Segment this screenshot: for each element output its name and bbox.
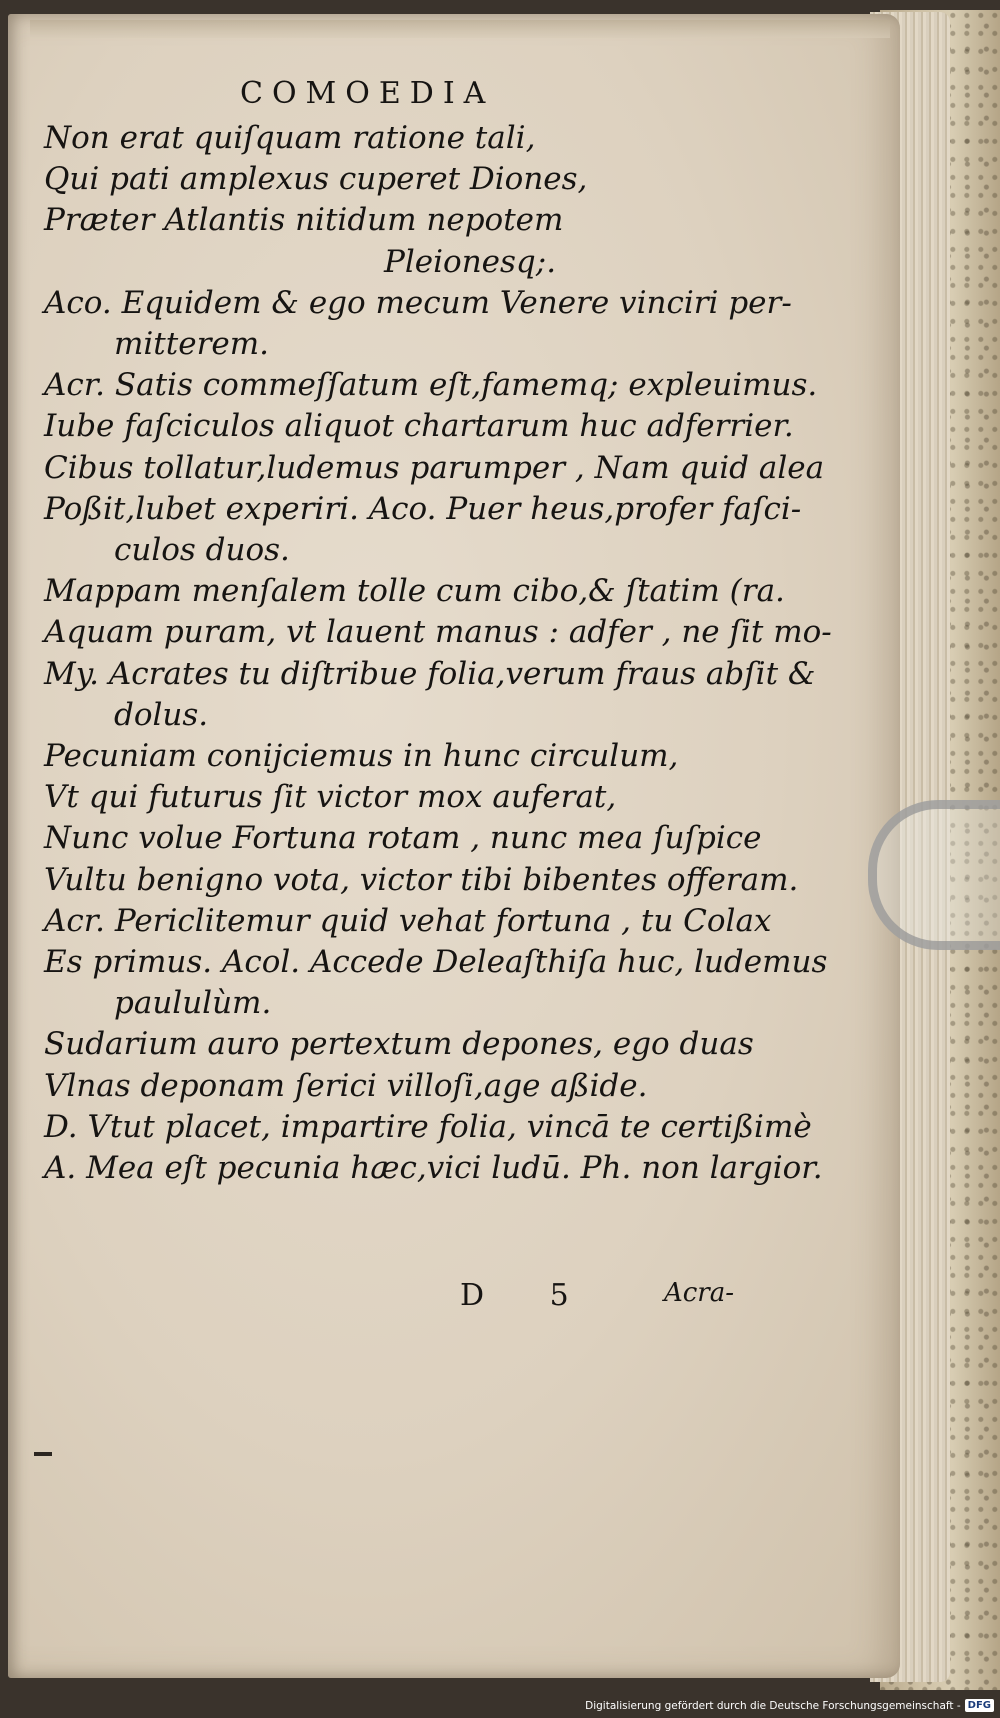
text-line: Es primus. Acol. Accede Deleaſthiſa huc, ludemus xyxy=(44,944,828,981)
text-line: Poßit,lubet experiri. Aco. Puer heus,profer faſci- xyxy=(44,490,802,527)
text-line: Vt qui futurus ſit victor mox auferat, xyxy=(44,779,617,816)
text-line: Pleionesq;. xyxy=(384,243,557,280)
page-top-edge xyxy=(30,20,890,38)
text-line: Mappam menſalem tolle cum cibo,& ſtatim (ra. xyxy=(44,573,785,610)
text-line: Præter Atlantis nitidum nepotem xyxy=(44,202,564,239)
text-line: Nunc volue Fortuna rotam , nunc mea ſuſpice xyxy=(44,820,762,857)
page-footer xyxy=(460,1278,740,1313)
running-head: COMOEDIA xyxy=(240,76,495,111)
text-line: Acr. Satis commeſſatum eſt,famemq; expleuimus. xyxy=(44,367,818,404)
text-line: Non erat quiſquam ratione tali, xyxy=(44,120,536,156)
text-line: Acr. Periclitemur quid vehat fortuna , tu Colax xyxy=(44,902,772,939)
text-line: Pecuniam conijciemus in hunc circulum, xyxy=(44,738,679,775)
text-line: Vultu benigno vota, victor tibi bibentes offeram. xyxy=(44,861,799,898)
text-line: mitterem. xyxy=(114,326,269,363)
text-line: Aquam puram, vt lauent manus : adfer , ne ſit mo- xyxy=(44,614,832,651)
dfg-logo: DFG xyxy=(965,1699,994,1712)
text-line: Aco. Equidem & ego mecum Venere vinciri per- xyxy=(44,284,792,321)
text-line: My. Acrates tu diſtribue folia,verum fraus abſit & xyxy=(44,655,816,692)
signature-mark: D 5 xyxy=(460,1278,597,1313)
page-clip xyxy=(868,800,1000,950)
catchword: Acra- xyxy=(663,1278,734,1308)
text-line: culos duos. xyxy=(114,532,290,569)
margin-mark xyxy=(34,1452,52,1456)
verse-text xyxy=(44,118,832,1189)
text-line: paululùm. xyxy=(114,985,272,1022)
text-line: dolus. xyxy=(114,696,209,733)
credit-text: Digitalisierung gefördert durch die Deutsche Forschungsgemeinschaft - xyxy=(585,1699,961,1712)
digitization-credit xyxy=(585,1699,994,1712)
text-line: Qui pati amplexus cuperet Diones, xyxy=(44,161,588,198)
text-line: A. Mea eſt pecunia hæc,vici ludū. Ph. non largior. xyxy=(44,1150,823,1187)
text-line: Cibus tollatur,ludemus parumper , Nam quid alea xyxy=(44,449,825,486)
text-line: Vlnas deponam ſerici villoſi,age aßide. xyxy=(44,1067,648,1104)
text-line: Sudarium auro pertextum depones, ego duas xyxy=(44,1026,754,1063)
text-line: Iube faſciculos aliquot chartarum huc adferrier. xyxy=(44,408,794,445)
text-line: D. Vtut placet, impartire folia, vincā te certißimè xyxy=(44,1108,812,1145)
